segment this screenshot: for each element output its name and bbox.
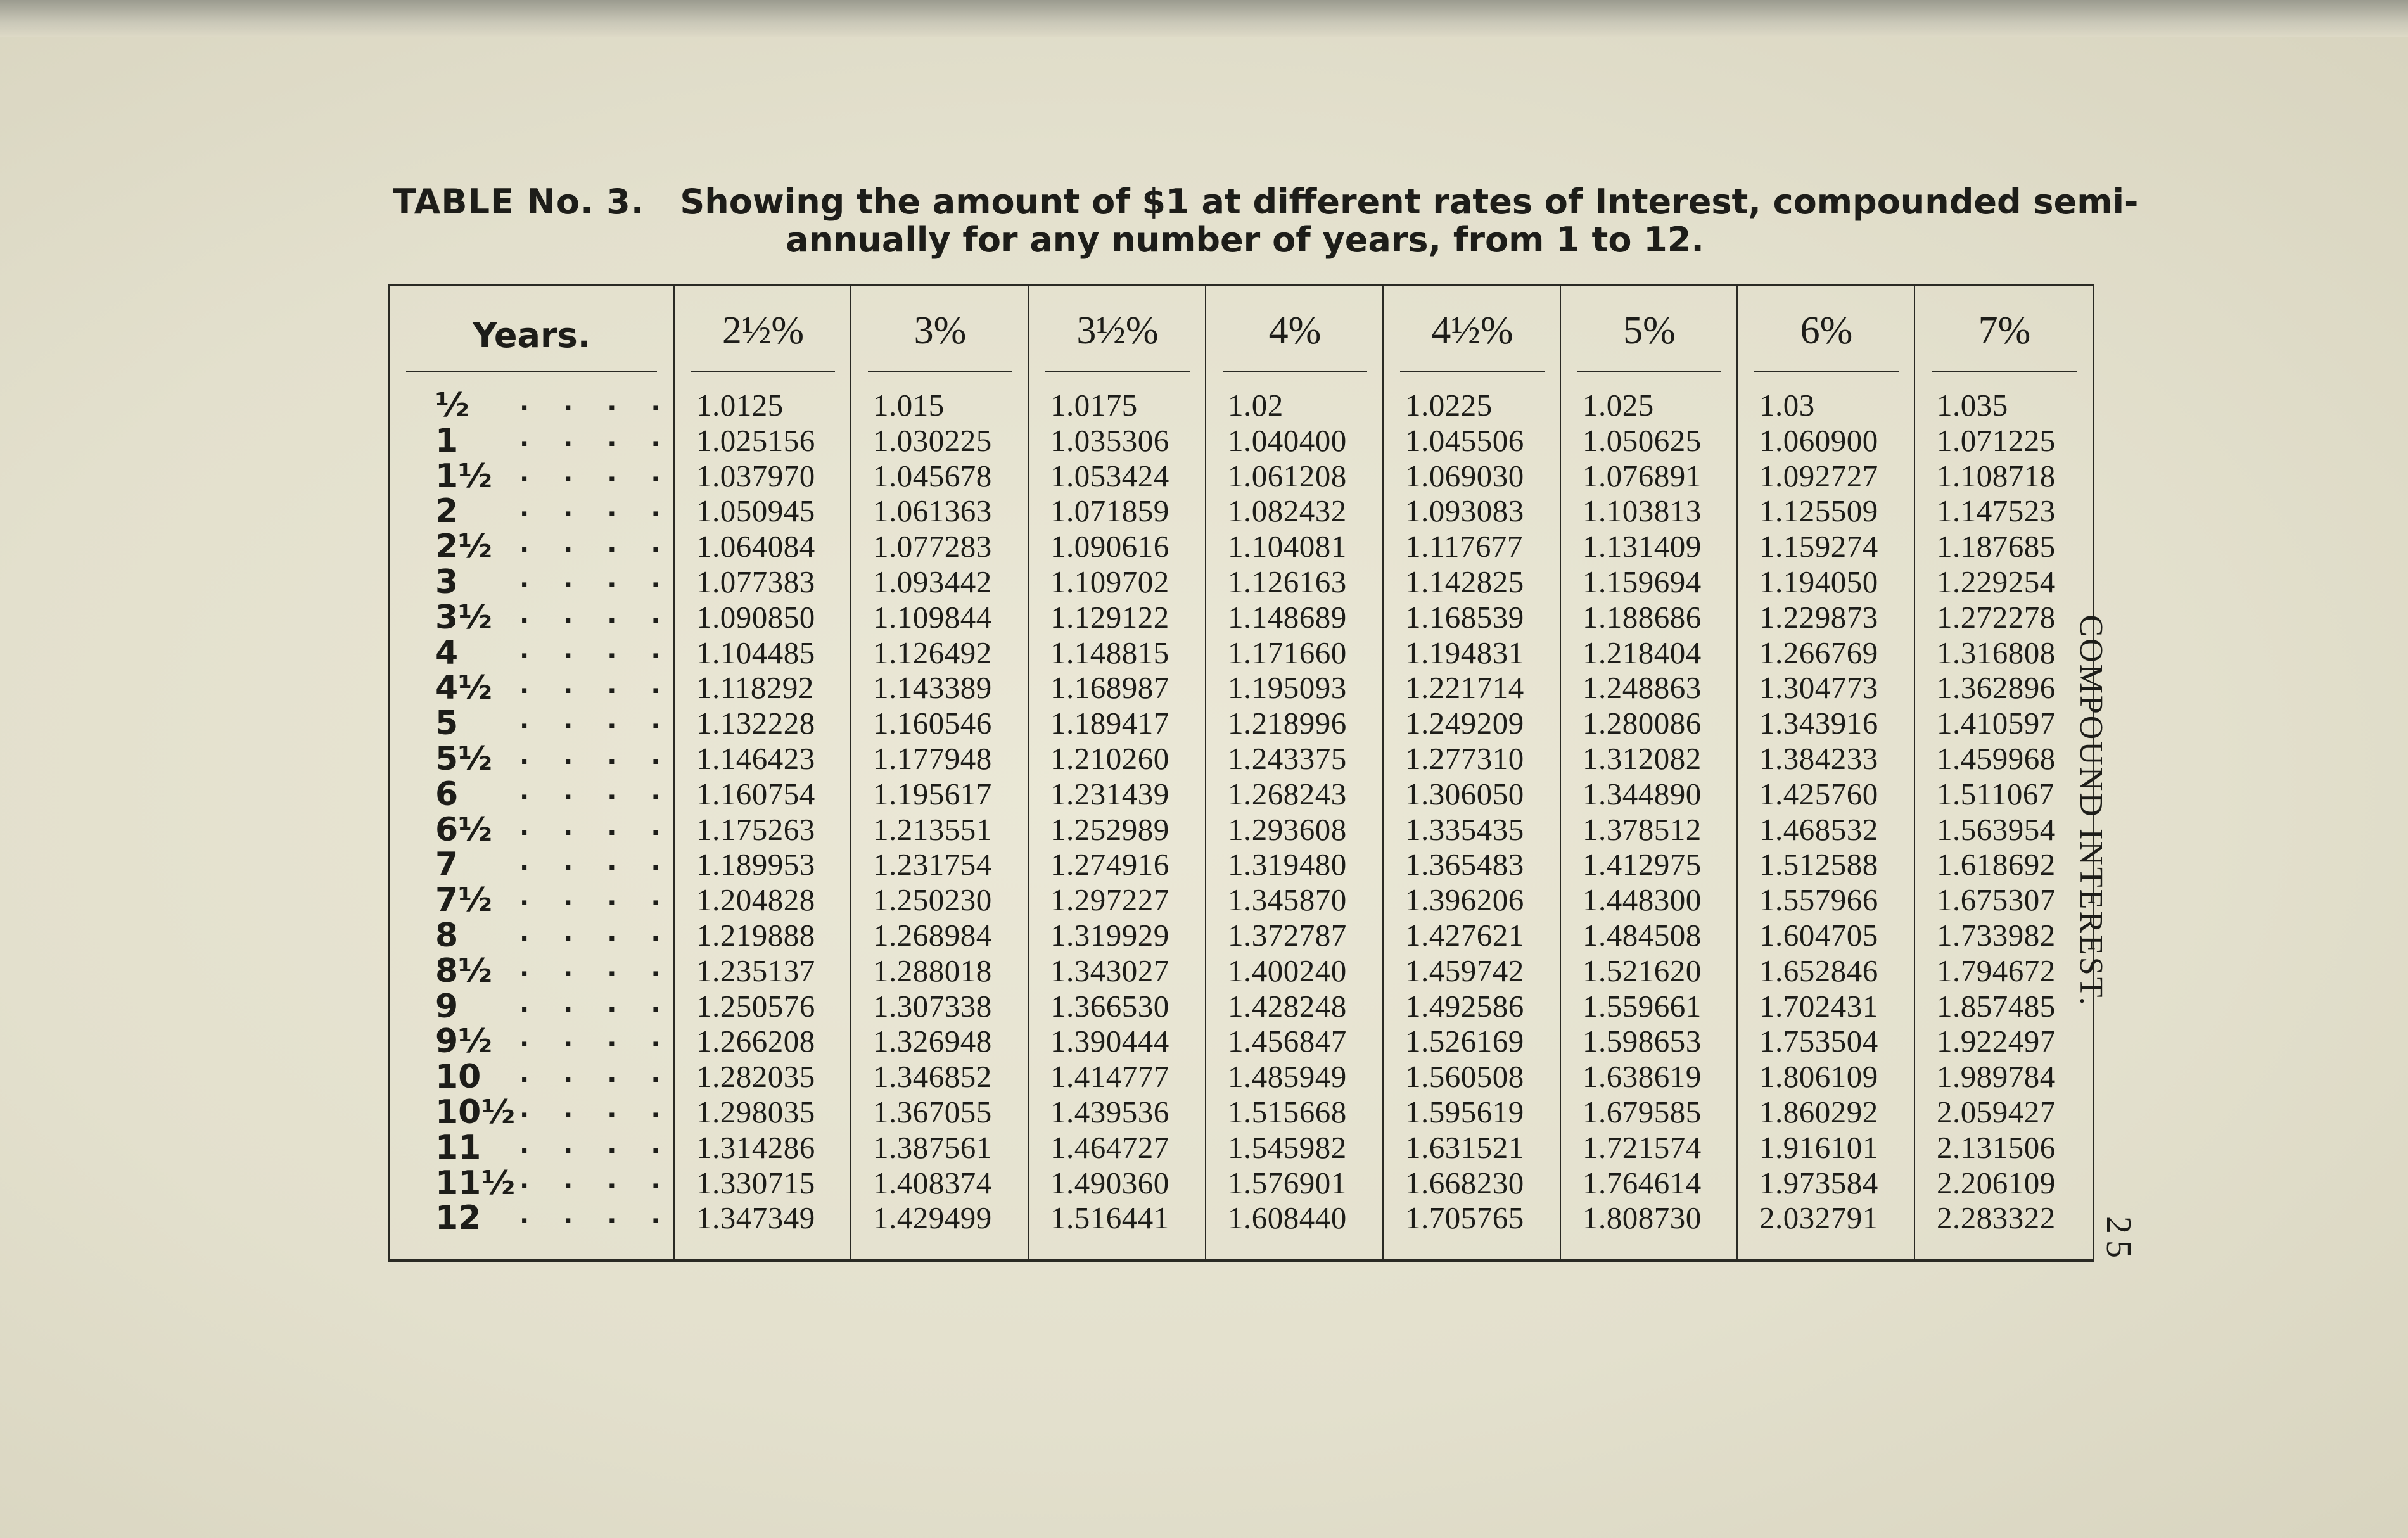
table-cell: 1.045506 [1405, 423, 1524, 458]
table-cell: 1.372787 [1228, 918, 1347, 953]
table-cell: 2.059427 [1937, 1095, 2056, 1129]
table-cell: 1.631521 [1405, 1129, 1524, 1165]
table-cell: 1.319929 [1050, 918, 1169, 953]
compound-interest-table [388, 284, 2094, 1262]
table-cell: 1.312082 [1583, 741, 1702, 776]
table-cell: 1.194050 [1759, 564, 1878, 599]
table-cell: 1.733982 [1937, 918, 2056, 953]
table-cell: 1.468532 [1759, 811, 1878, 847]
year-cell: 2 [435, 492, 459, 531]
leader-dots: . . . . [519, 1095, 673, 1124]
table-cell: 1.280086 [1583, 706, 1702, 741]
table-cell: 1.366530 [1050, 988, 1169, 1024]
table-cell: 1.159694 [1583, 564, 1702, 599]
table-cell: 1.030225 [873, 423, 992, 458]
year-cell: 3 [435, 563, 459, 601]
leader-dots: . . . . [519, 599, 673, 629]
table-cell: 1.210260 [1050, 741, 1169, 776]
table-cell: 1.410597 [1937, 706, 2056, 741]
table-cell: 1.103813 [1583, 493, 1702, 529]
table-cell: 1.272278 [1937, 599, 2056, 635]
table-cell: 1.071859 [1050, 493, 1169, 529]
leader-dots: . . . . [519, 953, 673, 982]
table-cell: 1.362896 [1937, 670, 2056, 706]
table-cell: 1.459742 [1405, 953, 1524, 988]
table-cell: 1.343916 [1759, 706, 1878, 741]
leader-dots: . . . . [519, 882, 673, 912]
year-cell: 10 [435, 1058, 481, 1096]
table-cell: 1.429499 [873, 1200, 992, 1236]
year-cell: 11½ [435, 1164, 516, 1202]
header-rule [1754, 371, 1899, 372]
running-head: COMPOUND INTEREST. [2073, 614, 2109, 1007]
table-cell: 1.189953 [696, 847, 815, 882]
table-cell: 1.464727 [1050, 1129, 1169, 1165]
table-cell: 1.559661 [1583, 988, 1702, 1024]
table-cell: 1.171660 [1228, 635, 1347, 670]
table-cell: 1.808730 [1583, 1200, 1702, 1236]
table-cell: 1.335435 [1405, 811, 1524, 847]
table-cell: 1.326948 [873, 1024, 992, 1059]
table-cell: 1.521620 [1583, 953, 1702, 988]
table-cell: 1.806109 [1759, 1059, 1878, 1095]
table-cell: 1.314286 [696, 1129, 815, 1165]
table-cell: 1.330715 [696, 1165, 815, 1200]
table-cell: 1.126163 [1228, 564, 1347, 599]
table-cell: 1.175263 [696, 811, 815, 847]
year-cell: 4 [435, 633, 459, 672]
table-cell: 1.077383 [696, 564, 815, 599]
table-cell: 1.229873 [1759, 599, 1878, 635]
table-cell: 1.045678 [873, 458, 992, 493]
header-rule [1223, 371, 1367, 372]
table-cell: 1.425760 [1759, 776, 1878, 811]
table-cell: 1.526169 [1405, 1024, 1524, 1059]
rate-header: 2½% [722, 309, 805, 352]
years-header: Years. [472, 315, 591, 355]
leader-dots: . . . . [519, 529, 673, 559]
table-cell: 1.794672 [1937, 953, 2056, 988]
leader-dots: . . . . [519, 1059, 673, 1089]
table-cell: 1.219888 [696, 918, 815, 953]
table-cell: 1.187685 [1937, 529, 2056, 564]
table-cell: 1.705765 [1405, 1200, 1524, 1236]
year-cell: 5½ [435, 740, 493, 778]
page-number: 25 [2099, 1216, 2138, 1264]
leader-dots: . . . . [519, 776, 673, 806]
rate-header: 7% [1978, 309, 2031, 352]
table-cell: 1.0225 [1405, 388, 1493, 423]
header-rule [1400, 371, 1545, 372]
table-cell: 1.365483 [1405, 847, 1524, 882]
table-cell: 2.283322 [1937, 1200, 2056, 1236]
table-cell: 1.126492 [873, 635, 992, 670]
leader-dots: . . . . [519, 741, 673, 770]
table-cell: 1.304773 [1759, 670, 1878, 706]
table-label: TABLE No. 3. [393, 182, 645, 222]
table-cell: 1.125509 [1759, 493, 1878, 529]
year-cell: ½ [435, 386, 469, 424]
table-cell: 1.050625 [1583, 423, 1702, 458]
table-cell: 1.347349 [696, 1200, 815, 1236]
rate-header: 4% [1268, 309, 1322, 352]
table-cell: 1.148815 [1050, 635, 1169, 670]
table-cell: 1.108718 [1937, 458, 2056, 493]
table-cell: 1.608440 [1228, 1200, 1347, 1236]
table-cell: 1.400240 [1228, 953, 1347, 988]
table-cell: 1.396206 [1405, 882, 1524, 918]
year-cell: 8½ [435, 951, 493, 990]
table-cell: 1.973584 [1759, 1165, 1878, 1200]
table-cell: 1.195617 [873, 776, 992, 811]
year-cell: 3½ [435, 598, 493, 637]
table-cell: 1.035306 [1050, 423, 1169, 458]
table-cell: 1.306050 [1405, 776, 1524, 811]
header-rule [406, 371, 657, 372]
table-cell: 1.557966 [1759, 882, 1878, 918]
table-cell: 1.077283 [873, 529, 992, 564]
table-cell: 1.307338 [873, 988, 992, 1024]
year-cell: 7½ [435, 881, 493, 920]
table-cell: 1.384233 [1759, 741, 1878, 776]
table-cell: 1.274916 [1050, 847, 1169, 882]
table-cell: 1.560508 [1405, 1059, 1524, 1095]
table-cell: 1.345870 [1228, 882, 1347, 918]
table-cell: 1.563954 [1937, 811, 2056, 847]
table-cell: 1.266769 [1759, 635, 1878, 670]
header-rule [868, 371, 1012, 372]
table-cell: 1.071225 [1937, 423, 2056, 458]
table-cell: 1.061208 [1228, 458, 1347, 493]
table-cell: 1.160546 [873, 706, 992, 741]
year-cell: 9 [435, 987, 459, 1026]
table-cell: 1.857485 [1937, 988, 2056, 1024]
leader-dots: . . . . [519, 811, 673, 841]
table-cell: 1.268984 [873, 918, 992, 953]
leader-dots: . . . . [519, 706, 673, 735]
table-caption [393, 182, 2139, 260]
caption-line-2: annually for any number of years, from 1 to 12. [786, 220, 1704, 260]
table-cell: 1.516441 [1050, 1200, 1169, 1236]
table-cell: 1.721574 [1583, 1129, 1702, 1165]
caption-line-1: Showing the amount of $1 at different rates of Interest, compounded semi- [680, 182, 2139, 222]
table-cell: 1.427621 [1405, 918, 1524, 953]
table-cell: 1.268243 [1228, 776, 1347, 811]
table-cell: 1.860292 [1759, 1095, 1878, 1129]
table-cell: 1.090850 [696, 599, 815, 635]
table-cell: 1.346852 [873, 1059, 992, 1095]
years-column [390, 286, 673, 1259]
table-cell: 1.764614 [1583, 1165, 1702, 1200]
table-cell: 1.638619 [1583, 1059, 1702, 1095]
table-cell: 1.282035 [696, 1059, 815, 1095]
table-cell: 1.060900 [1759, 423, 1878, 458]
table-cell: 1.147523 [1937, 493, 2056, 529]
table-cell: 1.595619 [1405, 1095, 1524, 1129]
year-cell: 1½ [435, 457, 493, 495]
table-cell: 1.428248 [1228, 988, 1347, 1024]
table-cell: 1.025 [1583, 388, 1654, 423]
table-cell: 1.367055 [873, 1095, 992, 1129]
table-cell: 1.146423 [696, 741, 815, 776]
table-cell: 1.118292 [696, 670, 814, 706]
table-cell: 1.319480 [1228, 847, 1347, 882]
rate-column [1205, 286, 1384, 1259]
table-cell: 1.195093 [1228, 670, 1347, 706]
rate-header: 3% [914, 309, 967, 352]
table-cell: 1.142825 [1405, 564, 1524, 599]
table-cell: 1.025156 [696, 423, 815, 458]
table-cell: 1.221714 [1405, 670, 1524, 706]
table-cell: 1.668230 [1405, 1165, 1524, 1200]
table-cell: 1.490360 [1050, 1165, 1169, 1200]
table-cell: 1.288018 [873, 953, 992, 988]
table-cell: 1.204828 [696, 882, 815, 918]
table-cell: 1.050945 [696, 493, 815, 529]
table-cell: 1.250576 [696, 988, 815, 1024]
table-cell: 1.989784 [1937, 1059, 2056, 1095]
table-cell: 1.439536 [1050, 1095, 1169, 1129]
table-cell: 1.753504 [1759, 1024, 1878, 1059]
table-cell: 1.037970 [696, 458, 815, 493]
table-cell: 2.206109 [1937, 1165, 2056, 1200]
leader-dots: . . . . [519, 493, 673, 523]
table-cell: 1.492586 [1405, 988, 1524, 1024]
header-rule [1932, 371, 2077, 372]
header-rule [1045, 371, 1190, 372]
rate-header: 3½% [1076, 309, 1159, 352]
year-cell: 12 [435, 1199, 481, 1238]
table-cell: 1.916101 [1759, 1129, 1878, 1165]
table-cell: 1.378512 [1583, 811, 1702, 847]
table-cell: 1.675307 [1937, 882, 2056, 918]
table-cell: 1.344890 [1583, 776, 1702, 811]
table-cell: 1.618692 [1937, 847, 2056, 882]
page-top-edge [0, 0, 2408, 37]
leader-dots: . . . . [519, 388, 673, 417]
table-cell: 1.231439 [1050, 776, 1169, 811]
table-cell: 1.343027 [1050, 953, 1169, 988]
table-cell: 1.117677 [1405, 529, 1523, 564]
table-cell: 1.168539 [1405, 599, 1524, 635]
table-cell: 1.252989 [1050, 811, 1169, 847]
table-cell: 1.412975 [1583, 847, 1702, 882]
year-cell: 11 [435, 1128, 481, 1167]
table-cell: 2.032791 [1759, 1200, 1878, 1236]
table-cell: 1.408374 [873, 1165, 992, 1200]
table-cell: 1.177948 [873, 741, 992, 776]
table-cell: 1.061363 [873, 493, 992, 529]
table-cell: 1.160754 [696, 776, 815, 811]
table-cell: 1.598653 [1583, 1024, 1702, 1059]
table-cell: 1.235137 [696, 953, 815, 988]
leader-dots: . . . . [519, 635, 673, 664]
table-cell: 1.093442 [873, 564, 992, 599]
year-cell: 4½ [435, 669, 493, 708]
year-cell: 1 [435, 421, 459, 460]
table-cell: 1.484508 [1583, 918, 1702, 953]
table-cell: 1.0125 [696, 388, 784, 423]
rate-header: 4½% [1431, 309, 1513, 352]
table-cell: 1.104081 [1228, 529, 1347, 564]
table-cell: 1.390444 [1050, 1024, 1169, 1059]
table-cell: 1.213551 [873, 811, 992, 847]
leader-dots: . . . . [519, 458, 673, 488]
table-cell: 1.040400 [1228, 423, 1347, 458]
table-cell: 1.03 [1759, 388, 1815, 423]
leader-dots: . . . . [519, 1024, 673, 1053]
rate-header: 5% [1623, 309, 1676, 352]
table-cell: 1.652846 [1759, 953, 1878, 988]
table-cell: 1.248863 [1583, 670, 1702, 706]
leader-dots: . . . . [519, 1200, 673, 1230]
table-cell: 1.104485 [696, 635, 815, 670]
table-cell: 1.511067 [1937, 776, 2054, 811]
year-cell: 8 [435, 917, 459, 955]
table-cell: 1.053424 [1050, 458, 1169, 493]
leader-dots: . . . . [519, 918, 673, 947]
year-cell: 7 [435, 846, 459, 884]
rate-header: 6% [1800, 309, 1853, 352]
table-cell: 1.069030 [1405, 458, 1524, 493]
table-cell: 1.189417 [1050, 706, 1169, 741]
table-cell: 1.679585 [1583, 1095, 1702, 1129]
table-cell: 1.485949 [1228, 1059, 1347, 1095]
table-cell: 1.456847 [1228, 1024, 1347, 1059]
leader-dots: . . . . [519, 564, 673, 594]
table-cell: 1.143389 [873, 670, 992, 706]
table-cell: 1.459968 [1937, 741, 2056, 776]
table-cell: 1.249209 [1405, 706, 1524, 741]
table-cell: 1.148689 [1228, 599, 1347, 635]
table-cell: 1.702431 [1759, 988, 1878, 1024]
table-cell: 2.131506 [1937, 1129, 2056, 1165]
table-cell: 1.515668 [1228, 1095, 1347, 1129]
table-cell: 1.277310 [1405, 741, 1524, 776]
table-cell: 1.231754 [873, 847, 992, 882]
leader-dots: . . . . [519, 988, 673, 1018]
table-cell: 1.250230 [873, 882, 992, 918]
table-cell: 1.229254 [1937, 564, 2056, 599]
table-cell: 1.316808 [1937, 635, 2056, 670]
table-cell: 1.188686 [1583, 599, 1702, 635]
leader-dots: . . . . [519, 1129, 673, 1159]
leader-dots: . . . . [519, 423, 673, 452]
rate-column [673, 286, 851, 1259]
table-cell: 1.298035 [696, 1095, 815, 1129]
table-cell: 1.109844 [873, 599, 992, 635]
table-cell: 1.082432 [1228, 493, 1347, 529]
leader-dots: . . . . [519, 1165, 673, 1195]
year-cell: 5 [435, 704, 459, 743]
table-cell: 1.131409 [1583, 529, 1702, 564]
rate-column [1028, 286, 1206, 1259]
rate-column [1736, 286, 1915, 1259]
table-cell: 1.090616 [1050, 529, 1169, 564]
table-cell: 1.092727 [1759, 458, 1878, 493]
table-cell: 1.035 [1937, 388, 2008, 423]
table-cell: 1.02 [1228, 388, 1284, 423]
table-cell: 1.168987 [1050, 670, 1169, 706]
year-cell: 2½ [435, 528, 493, 566]
table-cell: 1.218404 [1583, 635, 1702, 670]
leader-dots: . . . . [519, 670, 673, 700]
table-cell: 1.243375 [1228, 741, 1347, 776]
table-cell: 1.0175 [1050, 388, 1138, 423]
table-cell: 1.545982 [1228, 1129, 1347, 1165]
table-cell: 1.129122 [1050, 599, 1169, 635]
year-cell: 9½ [435, 1022, 493, 1061]
header-rule [691, 371, 835, 372]
rate-column [1560, 286, 1738, 1259]
table-cell: 1.015 [873, 388, 945, 423]
table-cell: 1.076891 [1583, 458, 1702, 493]
leader-dots: . . . . [519, 847, 673, 877]
table-cell: 1.159274 [1759, 529, 1878, 564]
year-cell: 6 [435, 775, 459, 813]
table-cell: 1.194831 [1405, 635, 1524, 670]
table-cell: 1.093083 [1405, 493, 1524, 529]
rate-column [850, 286, 1029, 1259]
header-rule [1577, 371, 1721, 372]
table-cell: 1.387561 [873, 1129, 992, 1165]
table-cell: 1.604705 [1759, 918, 1878, 953]
table-cell: 1.922497 [1937, 1024, 2056, 1059]
table-cell: 1.576901 [1228, 1165, 1347, 1200]
table-cell: 1.266208 [696, 1024, 815, 1059]
year-cell: 10½ [435, 1093, 516, 1131]
table-cell: 1.297227 [1050, 882, 1169, 918]
table-cell: 1.218996 [1228, 706, 1347, 741]
table-cell: 1.064084 [696, 529, 815, 564]
table-cell: 1.109702 [1050, 564, 1169, 599]
table-cell: 1.414777 [1050, 1059, 1169, 1095]
table-cell: 1.293608 [1228, 811, 1347, 847]
table-cell: 1.448300 [1583, 882, 1702, 918]
table-cell: 1.512588 [1759, 847, 1878, 882]
rate-column [1382, 286, 1561, 1259]
table-cell: 1.132228 [696, 706, 815, 741]
year-cell: 6½ [435, 810, 493, 849]
